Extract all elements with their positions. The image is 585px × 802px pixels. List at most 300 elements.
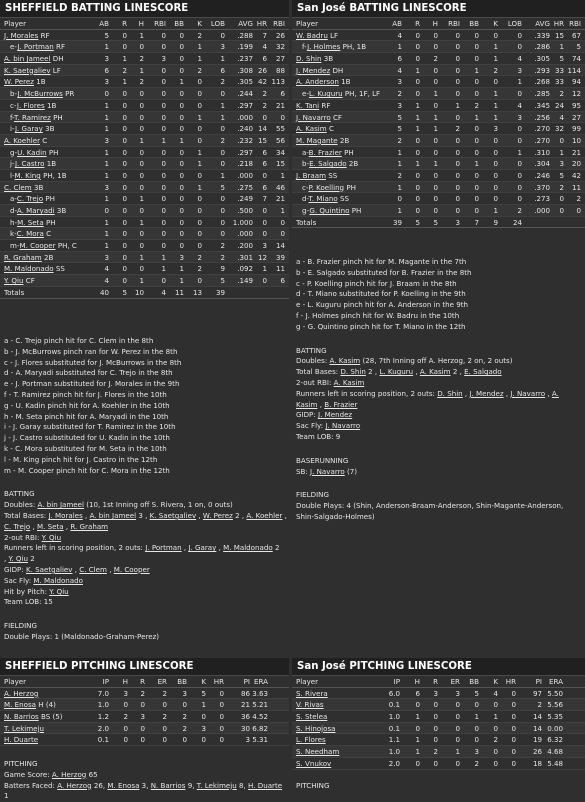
- stat-cell: 0: [511, 758, 516, 768]
- note-line: [296, 467, 582, 478]
- stat-cell: 113: [271, 77, 285, 87]
- section-heading: BATTING: [296, 345, 327, 355]
- player-cell: [296, 123, 334, 135]
- sub-note: l - M. King pinch hit for J. Castro in the 12th: [4, 454, 158, 464]
- note-text: ,: [63, 521, 71, 531]
- note-text: Batters Faced:: [4, 780, 58, 790]
- player-link[interactable]: M. Cooper: [113, 564, 150, 574]
- player-link[interactable]: T. Miano: [308, 194, 338, 204]
- player-link[interactable]: P. Koelling: [308, 182, 345, 192]
- stat-cell: 0: [474, 30, 479, 40]
- player-cell: [4, 135, 47, 147]
- player-link[interactable]: D. Shin: [340, 367, 366, 377]
- pitcher-link[interactable]: M. Enosa: [4, 700, 36, 710]
- player-link[interactable]: M. Magante: [296, 135, 338, 145]
- pitching-table: [0, 676, 289, 746]
- stat-cell: 32: [554, 124, 564, 134]
- note-line: [4, 576, 286, 587]
- player-link[interactable]: M. Maldonado: [33, 575, 83, 585]
- table-row: [0, 182, 289, 194]
- stat-cell: 0: [122, 252, 127, 262]
- note-text: SB:: [296, 466, 311, 476]
- total-cell: 9: [493, 217, 498, 227]
- position-label: 1B: [46, 100, 57, 110]
- player-cell: [10, 88, 74, 100]
- stat-cell: 0: [474, 54, 479, 64]
- stat-cell: 1: [262, 264, 267, 274]
- header-cell: K: [493, 677, 498, 686]
- player-link[interactable]: J. Flores: [16, 100, 45, 110]
- stat-cell: 3: [433, 688, 438, 698]
- stat-cell: 0: [415, 89, 420, 99]
- stat-cell: 11: [275, 264, 285, 274]
- table-row: [292, 746, 585, 758]
- pitcher-link[interactable]: S. Needham: [296, 747, 340, 757]
- stat-cell: .273: [534, 194, 550, 204]
- player-link[interactable]: A. Kasim: [419, 367, 451, 377]
- player-link[interactable]: J. Morales: [4, 30, 39, 40]
- stat-cell: 0: [179, 42, 184, 52]
- stat-cell: 3: [559, 159, 564, 169]
- player-link[interactable]: J. Castro: [14, 159, 45, 169]
- player-link[interactable]: M. Seta: [17, 217, 44, 227]
- sub-note: c - P. Koelling pinch hit for J. Braam in the 8th: [296, 278, 457, 288]
- stat-cell: 0: [219, 723, 224, 733]
- stat-cell: 0: [122, 124, 127, 134]
- pitcher-link[interactable]: A. Herzog: [4, 688, 39, 698]
- stat-cell: 5: [576, 42, 581, 52]
- stat-cell: 0: [415, 77, 420, 87]
- player-link[interactable]: M. Cooper: [19, 241, 56, 251]
- stat-cell: 95: [571, 100, 581, 110]
- stat-cell: 0: [493, 758, 498, 768]
- stat-cell: .345: [534, 100, 550, 110]
- player-link[interactable]: J. Mendez: [317, 410, 353, 420]
- player-link[interactable]: L. Kuguru: [308, 89, 343, 99]
- stat-cell: 0: [201, 712, 206, 722]
- stat-cell: 0: [433, 147, 438, 157]
- stat-cell: .275: [237, 182, 253, 192]
- note-line: [4, 587, 286, 598]
- header-cell: BB: [177, 677, 187, 686]
- stat-cell: 1: [455, 100, 460, 110]
- note-text: 2 ,: [232, 510, 247, 520]
- section-heading: PITCHING: [296, 781, 330, 790]
- sub-note: f - J. Holmes pinch hit for W. Badru in the 10th: [296, 310, 460, 320]
- stat-cell: 1: [493, 206, 498, 215]
- player-link[interactable]: G. Quintino: [309, 206, 350, 215]
- stat-cell: 21: [275, 194, 285, 204]
- table-row: [0, 76, 289, 88]
- sheffield-pitching-panel: [0, 658, 289, 800]
- section-heading: FIELDING: [4, 621, 37, 631]
- player-link[interactable]: M. King: [14, 170, 41, 180]
- note-text: 1: [4, 791, 9, 801]
- stat-cell: .000: [237, 170, 253, 180]
- table-row: [0, 228, 289, 240]
- player-link[interactable]: C. Trejo: [16, 194, 44, 204]
- stat-cell: 0: [122, 241, 127, 251]
- stat-cell: 1: [433, 159, 438, 169]
- position-label: PR: [65, 89, 75, 99]
- stat-cell: 0: [415, 147, 420, 157]
- player-link[interactable]: Y. Qiu: [4, 276, 24, 286]
- stat-cell: 0: [511, 735, 516, 745]
- player-link[interactable]: A. Koehler: [246, 510, 283, 520]
- player-link[interactable]: J. Navarro: [325, 421, 361, 431]
- player-link[interactable]: B. Frazier: [308, 147, 342, 157]
- stat-cell: 1: [179, 264, 184, 274]
- player-link[interactable]: A. Maryadi: [16, 206, 55, 215]
- header-cell: K: [197, 19, 202, 28]
- player-cell: [10, 112, 63, 124]
- player-link[interactable]: T. Lekimeju: [196, 780, 237, 790]
- note-line: [4, 565, 286, 576]
- sanjose-pitching-panel: [292, 658, 585, 800]
- stat-cell: 0: [139, 182, 144, 192]
- stat-cell: 0: [161, 159, 166, 169]
- stat-cell: 1: [104, 194, 109, 204]
- player-link[interactable]: U. Kadin: [17, 147, 47, 157]
- stat-cell: 7: [262, 30, 267, 40]
- position-label: PH: [346, 182, 356, 192]
- header-cell: H: [138, 19, 144, 28]
- stat-cell: 0: [197, 89, 202, 99]
- stat-cell: 26: [532, 747, 542, 757]
- stat-cell: 0: [433, 712, 438, 722]
- player-link[interactable]: Y. Qiu: [41, 532, 62, 542]
- player-link[interactable]: N. Barrios: [150, 780, 186, 790]
- player-link[interactable]: C. Clem: [79, 564, 107, 574]
- player-link[interactable]: A. bin Jameel: [89, 510, 137, 520]
- stat-cell: 1: [397, 42, 402, 52]
- pitcher-link[interactable]: N. Barrios: [4, 712, 39, 722]
- stat-cell: 0: [197, 170, 202, 180]
- note-text: 2 ,: [450, 367, 465, 377]
- stat-cell: 88: [275, 65, 285, 75]
- pitcher-cell: [296, 688, 328, 700]
- stat-cell: 7: [262, 194, 267, 204]
- note-text: (28, 7th Inning off A. Herzog, 2 on, 2 outs): [360, 356, 513, 366]
- stat-cell: 0.00: [547, 723, 563, 733]
- stat-cell: 1.000: [232, 217, 253, 227]
- stat-cell: 0: [455, 735, 460, 745]
- stat-cell: 3: [397, 77, 402, 87]
- stat-cell: 0: [455, 135, 460, 145]
- stat-cell: 1.0: [388, 712, 400, 722]
- player-link[interactable]: A. Herzog: [57, 780, 92, 790]
- player-link[interactable]: D. Shin: [437, 388, 463, 398]
- stat-cell: 0: [493, 30, 498, 40]
- table-row: [292, 758, 585, 770]
- stat-cell: 0: [455, 42, 460, 52]
- stat-cell: 1: [220, 100, 225, 110]
- stat-cell: 14: [275, 241, 285, 251]
- total-cell: 13: [192, 287, 202, 297]
- stat-cell: 0: [474, 735, 479, 745]
- stat-cell: .305: [237, 77, 253, 87]
- stat-cell: 2: [122, 65, 127, 75]
- header-cell: IP: [102, 677, 109, 686]
- player-link[interactable]: A.: [551, 388, 559, 398]
- stat-cell: 0: [122, 206, 127, 215]
- player-link[interactable]: J. Garay: [14, 124, 43, 134]
- stat-cell: 1: [493, 89, 498, 99]
- stat-cell: 6.82: [252, 723, 268, 733]
- totals-row: [292, 217, 585, 229]
- player-link[interactable]: W. Badru: [296, 30, 328, 40]
- stat-cell: 0: [161, 89, 166, 99]
- stat-cell: 0: [455, 194, 460, 204]
- player-cell: [10, 158, 56, 170]
- table-row: [0, 147, 289, 159]
- pitcher-link[interactable]: S. Rivera: [296, 688, 328, 698]
- stat-cell: 34: [275, 147, 285, 157]
- player-link[interactable]: A. Anderson: [296, 77, 339, 87]
- total-cell: 24: [512, 217, 522, 227]
- stat-cell: 14: [532, 712, 542, 722]
- table-row: [0, 123, 289, 135]
- header-cell: R: [122, 19, 127, 28]
- player-link[interactable]: R. Graham: [4, 252, 42, 262]
- stat-cell: 0: [122, 229, 127, 239]
- stat-cell: 5: [474, 688, 479, 698]
- stat-cell: 1: [197, 147, 202, 157]
- stat-cell: 18: [532, 758, 542, 768]
- player-link[interactable]: K. Saetgaliev: [25, 564, 73, 574]
- player-cell: [302, 205, 361, 217]
- player-link[interactable]: M. Seta: [36, 521, 64, 531]
- stat-cell: 1: [139, 30, 144, 40]
- player-link[interactable]: K. Saetgaliev: [149, 510, 197, 520]
- stat-cell: 1: [493, 100, 498, 110]
- table-row: [292, 123, 585, 135]
- player-link[interactable]: J. Mendez: [296, 65, 331, 75]
- stat-cell: .244: [237, 89, 253, 99]
- player-link[interactable]: A. bin Jameel: [37, 500, 84, 510]
- stat-cell: 0: [220, 194, 225, 204]
- player-link[interactable]: E. Salgado: [464, 367, 502, 377]
- player-link[interactable]: C. Trejo: [4, 521, 31, 531]
- player-link[interactable]: K. Tani: [296, 100, 320, 110]
- position-label: LF: [330, 30, 339, 40]
- stat-cell: 0: [433, 758, 438, 768]
- player-link[interactable]: A. Kasim: [296, 124, 327, 134]
- player-link[interactable]: Kasim: [296, 399, 318, 409]
- player-link[interactable]: J. Portman: [17, 42, 54, 52]
- stat-cell: 0: [139, 229, 144, 239]
- player-link[interactable]: J. Navarro: [510, 388, 546, 398]
- player-link[interactable]: J. McBurrows: [17, 89, 63, 99]
- player-link[interactable]: J. Holmes: [307, 42, 341, 52]
- stat-cell: 114: [567, 65, 581, 75]
- stat-cell: 0: [262, 170, 267, 180]
- pitcher-link[interactable]: T. Lekimeju: [4, 723, 45, 733]
- stat-cell: 0: [415, 182, 420, 192]
- total-cell: 7: [474, 217, 479, 227]
- player-link[interactable]: B. Frazier: [324, 399, 358, 409]
- stat-cell: 0: [179, 30, 184, 40]
- stat-cell: 15: [257, 135, 267, 145]
- player-link[interactable]: A. Kasim: [333, 377, 365, 387]
- player-link[interactable]: J. Navarro: [310, 466, 345, 476]
- player-link[interactable]: M. Enosa: [107, 780, 140, 790]
- player-link[interactable]: A. Herzog: [51, 769, 87, 779]
- table-row: [292, 205, 585, 217]
- header-cell: H: [414, 677, 420, 686]
- header-cell: HR: [256, 19, 267, 28]
- player-link[interactable]: Y. Qiu: [49, 586, 69, 596]
- stat-cell: 27: [571, 112, 581, 122]
- stat-cell: 0: [220, 217, 225, 227]
- player-link[interactable]: K. Saetgaliev: [4, 65, 51, 75]
- position-label: SS: [339, 194, 349, 204]
- player-link[interactable]: A. Koehler: [4, 135, 40, 145]
- sub-prefix: l-: [10, 170, 15, 180]
- pitcher-link[interactable]: L. Flores: [296, 735, 326, 745]
- note-line: [4, 511, 286, 522]
- total-cell: 39: [215, 287, 225, 297]
- stat-cell: 0: [220, 147, 225, 157]
- player-cell: [296, 112, 342, 124]
- stat-cell: 0: [197, 241, 202, 251]
- stat-cell: 0: [122, 217, 127, 227]
- stat-cell: 2: [220, 77, 225, 87]
- note-text: ,: [317, 399, 325, 409]
- player-link[interactable]: J. Portman: [145, 543, 182, 553]
- stat-cell: 0: [179, 217, 184, 227]
- pitcher-link[interactable]: S. Hinojosa: [296, 723, 336, 733]
- stat-cell: 2: [433, 54, 438, 64]
- position-label: PH, 1B: [342, 42, 367, 52]
- header-cell: PI: [535, 677, 542, 686]
- note-text: Sac Fly:: [4, 575, 34, 585]
- pitcher-link[interactable]: S. Vnukov: [296, 758, 332, 768]
- pitcher-link[interactable]: H. Duarte: [4, 735, 39, 745]
- header-cell: HR: [553, 19, 564, 28]
- stat-cell: 0: [122, 100, 127, 110]
- note-text: Runners left in scoring position, 2 outs:: [4, 543, 146, 553]
- player-cell: [302, 158, 358, 170]
- table-row: [0, 170, 289, 182]
- table-row: [292, 76, 585, 88]
- stat-cell: 0: [455, 712, 460, 722]
- stat-cell: 1: [104, 217, 109, 227]
- stat-cell: .270: [534, 124, 550, 134]
- stat-cell: 2: [262, 100, 267, 110]
- stat-cell: 1: [559, 147, 564, 157]
- header-cell: K: [493, 19, 498, 28]
- header-cell: R: [415, 19, 420, 28]
- decision-label: H (4): [38, 700, 56, 710]
- stat-cell: 0: [219, 700, 224, 710]
- header-cell: R: [433, 677, 438, 686]
- sub-note: m - M. Cooper pinch hit for C. Mora in the 12th: [4, 465, 170, 475]
- stat-cell: 5.35: [547, 712, 563, 722]
- total-cell: 5: [433, 217, 438, 227]
- note-text: 2 ,: [365, 367, 380, 377]
- player-link[interactable]: J. Navarro: [296, 112, 331, 122]
- note-text: ,: [30, 521, 37, 531]
- player-link[interactable]: T. Ramirez: [14, 112, 51, 122]
- position-label: PH, C: [57, 241, 77, 251]
- note-line: [4, 791, 286, 802]
- stat-cell: 0: [122, 276, 127, 286]
- sub-prefix: b-: [10, 89, 18, 99]
- note-text: 3 ,: [136, 510, 150, 520]
- player-link[interactable]: L. Kuguru: [379, 367, 414, 377]
- stat-cell: 2: [576, 194, 581, 204]
- stat-cell: 5.50: [547, 688, 563, 698]
- stat-cell: .268: [534, 77, 550, 87]
- position-label: C: [42, 135, 48, 145]
- player-link[interactable]: C. Mora: [16, 229, 44, 239]
- table-row: [0, 41, 289, 53]
- stat-cell: 0: [197, 135, 202, 145]
- stat-cell: 0: [433, 735, 438, 745]
- player-link[interactable]: R. Graham: [70, 521, 109, 531]
- note-text: 2: [27, 554, 35, 564]
- stat-cell: 3: [262, 241, 267, 251]
- stat-cell: 0: [493, 170, 498, 180]
- pitcher-cell: [4, 723, 44, 735]
- player-link[interactable]: M. Maldonado: [223, 543, 273, 553]
- pitcher-cell: [296, 699, 324, 711]
- stat-cell: 0: [511, 747, 516, 757]
- pitcher-link[interactable]: S. Stelea: [296, 712, 328, 722]
- header-cell: R: [140, 677, 145, 686]
- stat-cell: 0: [161, 229, 166, 239]
- player-link[interactable]: A. Kasim: [329, 356, 361, 366]
- stat-cell: 3: [517, 65, 522, 75]
- pitcher-link[interactable]: V. Rivas: [296, 700, 324, 710]
- stat-cell: 0: [179, 194, 184, 204]
- stat-cell: 1: [220, 112, 225, 122]
- player-link[interactable]: C. Clem: [4, 182, 32, 192]
- stat-cell: 0: [197, 124, 202, 134]
- stat-cell: .297: [237, 100, 253, 110]
- note-text: Runners left in scoring position, 2 outs:: [296, 388, 438, 398]
- stat-cell: 0: [122, 89, 127, 99]
- stat-cell: 1: [104, 159, 109, 169]
- stat-cell: 6.0: [388, 688, 400, 698]
- player-cell: [10, 217, 56, 229]
- player-link[interactable]: E. Salgado: [309, 159, 347, 169]
- player-link[interactable]: J. Mendez: [469, 388, 504, 398]
- stat-cell: 0: [197, 276, 202, 286]
- player-cell: [296, 100, 330, 112]
- player-link[interactable]: H. Duarte: [248, 780, 283, 790]
- stat-cell: 1: [161, 252, 166, 262]
- player-link[interactable]: W. Perez: [202, 510, 233, 520]
- stat-cell: 3: [455, 688, 460, 698]
- stat-cell: 1: [455, 747, 460, 757]
- player-link[interactable]: A. bin Jameel: [4, 54, 51, 64]
- player-link[interactable]: Y. Qiu: [8, 554, 28, 564]
- player-link[interactable]: M. Maldonado: [4, 264, 54, 274]
- sub-prefix: c-: [10, 100, 17, 110]
- note-text: ,: [282, 510, 287, 520]
- stat-cell: 4: [104, 264, 109, 274]
- player-link[interactable]: J. Braam: [296, 170, 326, 180]
- player-link[interactable]: D. Shin: [296, 54, 322, 64]
- stat-cell: 39: [275, 252, 285, 262]
- stat-cell: 2: [537, 700, 542, 710]
- player-link[interactable]: J. Morales: [48, 510, 83, 520]
- player-link[interactable]: W. Perez: [4, 77, 34, 87]
- stat-cell: .285: [534, 89, 550, 99]
- player-link[interactable]: J. Garay: [188, 543, 217, 553]
